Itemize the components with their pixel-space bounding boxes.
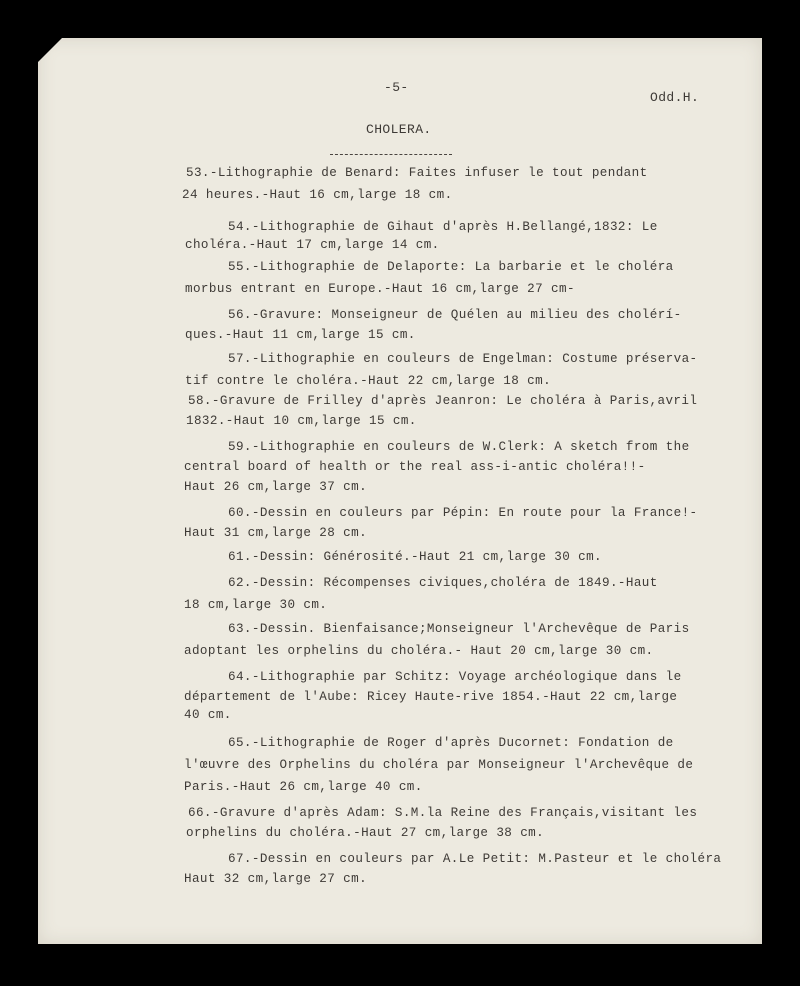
entry-line: Haut 26 cm,large 37 cm. (184, 480, 368, 494)
entry-line: 53.-Lithographie de Benard: Faites infuser le tout pendant (186, 166, 648, 180)
entry-line: Paris.-Haut 26 cm,large 40 cm. (184, 780, 423, 794)
entry-line: morbus entrant en Europe.-Haut 16 cm,large 27 cm- (185, 282, 575, 296)
entry-line: 65.-Lithographie de Roger d'après Ducornet: Fondation de (228, 736, 674, 750)
entry-line: 66.-Gravure d'après Adam: S.M.la Reine des Français,visitant les (188, 806, 698, 820)
entry-line: 61.-Dessin: Générosité.-Haut 21 cm,large 30 cm. (228, 550, 603, 564)
entry-line: Haut 32 cm,large 27 cm. (184, 872, 368, 886)
entry-line: 24 heures.-Haut 16 cm,large 18 cm. (182, 188, 453, 202)
entry-line: tif contre le choléra.-Haut 22 cm,large 18 cm. (185, 374, 552, 388)
page-title: CHOLERA. (366, 122, 432, 137)
reference-code: Odd.H. (650, 90, 700, 105)
entry-line: ques.-Haut 11 cm,large 15 cm. (185, 328, 416, 342)
entry-line: central board of health or the real ass-i-antic choléra!!- (184, 460, 646, 474)
page-number: -5- (384, 80, 409, 95)
entry-line: adoptant les orphelins du choléra.- Haut 20 cm,large 30 cm. (184, 644, 654, 658)
folded-corner (38, 38, 62, 62)
entry-line: 59.-Lithographie en couleurs de W.Clerk: A sketch from the (228, 440, 690, 454)
entry-line: Haut 31 cm,large 28 cm. (184, 526, 368, 540)
entry-line: 67.-Dessin en couleurs par A.Le Petit: M.Pasteur et le choléra (228, 852, 722, 866)
title-underline (330, 154, 452, 155)
entry-line: 18 cm,large 30 cm. (184, 598, 328, 612)
entry-line: l'œuvre des Orphelins du choléra par Monseigneur l'Archevêque de (184, 758, 694, 772)
entry-line: choléra.-Haut 17 cm,large 14 cm. (185, 238, 440, 252)
entry-line: orphelins du choléra.-Haut 27 cm,large 38 cm. (186, 826, 545, 840)
entry-line: 40 cm. (184, 708, 232, 722)
typed-document-page (38, 38, 762, 944)
entry-line: département de l'Aube: Ricey Haute-rive 1854.-Haut 22 cm,large (184, 690, 678, 704)
entry-line: 54.-Lithographie de Gihaut d'après H.Bellangé,1832: Le (228, 220, 658, 234)
entry-line: 55.-Lithographie de Delaporte: La barbarie et le choléra (228, 260, 674, 274)
entry-line: 63.-Dessin. Bienfaisance;Monseigneur l'Archevêque de Paris (228, 622, 690, 636)
entry-line: 57.-Lithographie en couleurs de Engelman: Costume préserva- (228, 352, 698, 366)
entry-line: 1832.-Haut 10 cm,large 15 cm. (186, 414, 417, 428)
entry-line: 64.-Lithographie par Schitz: Voyage archéologique dans le (228, 670, 682, 684)
entry-line: 58.-Gravure de Frilley d'après Jeanron: Le choléra à Paris,avril (188, 394, 698, 408)
entry-line: 56.-Gravure: Monseigneur de Quélen au milieu des cholérí- (228, 308, 682, 322)
entry-line: 60.-Dessin en couleurs par Pépin: En route pour la France!- (228, 506, 698, 520)
entry-line: 62.-Dessin: Récompenses civiques,choléra de 1849.-Haut (228, 576, 658, 590)
